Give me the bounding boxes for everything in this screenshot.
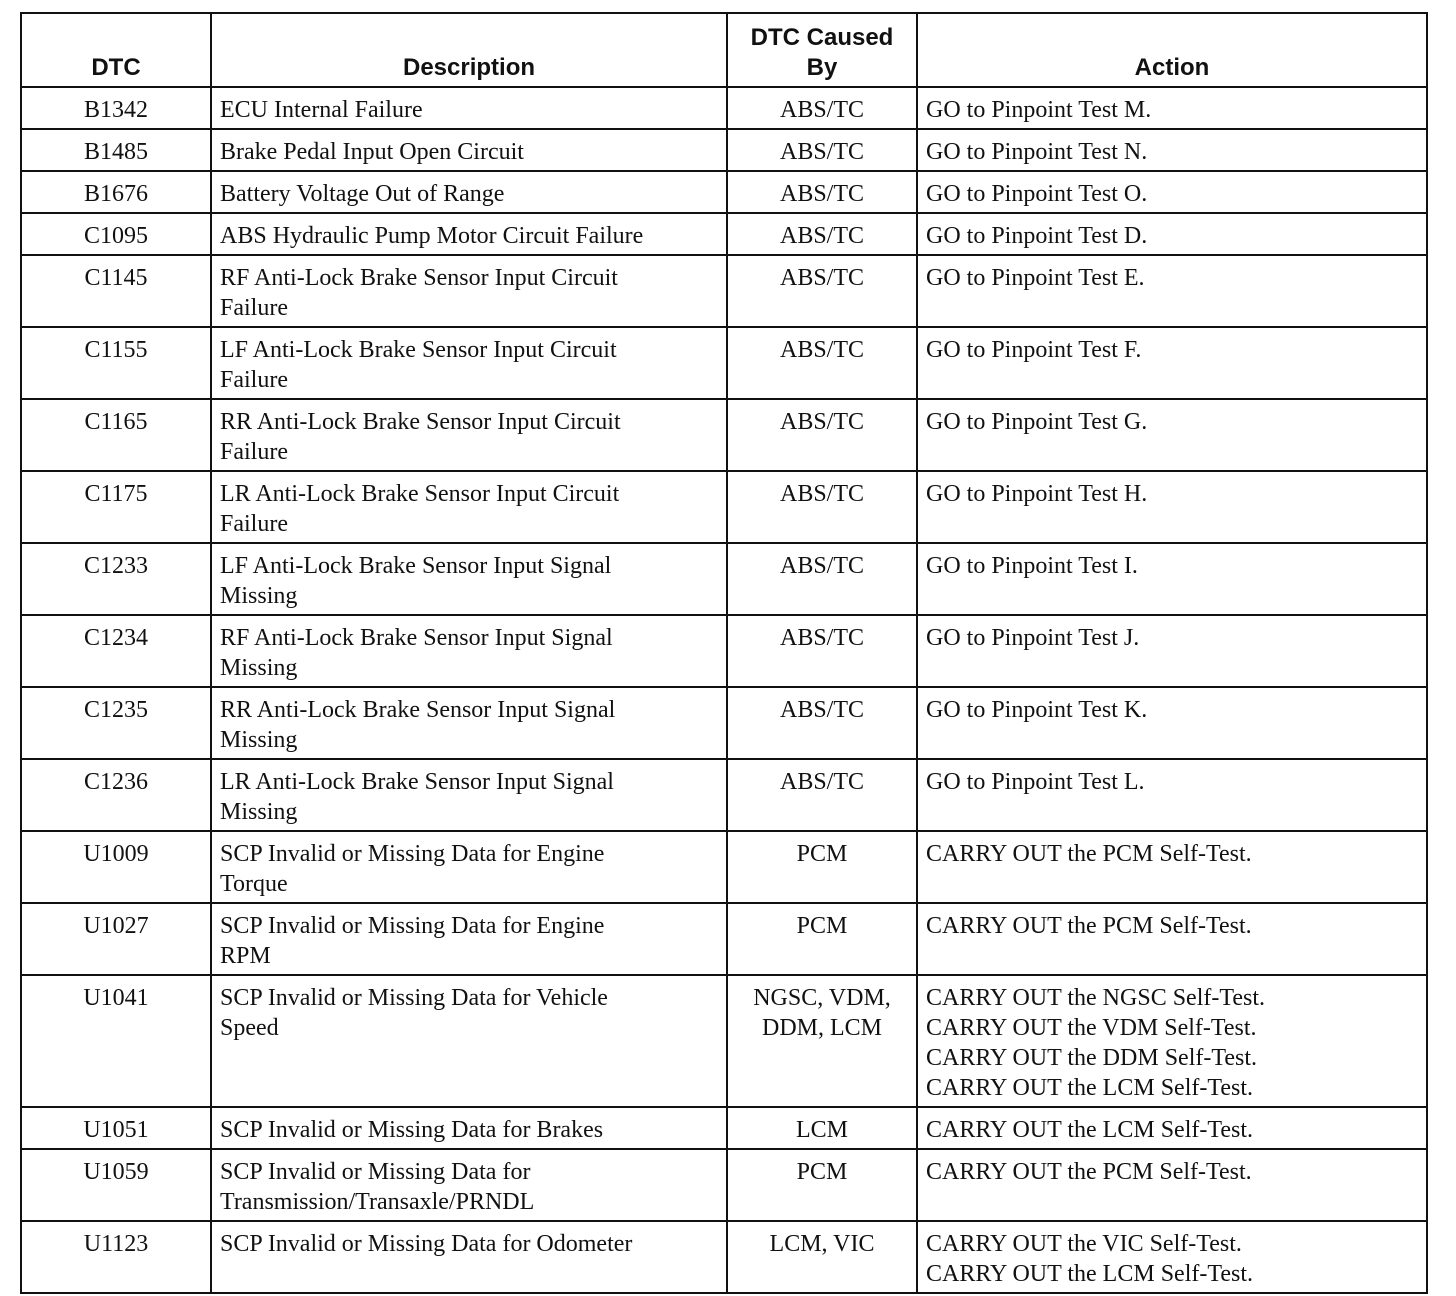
dtc-caused-by: ABS/TC <box>727 327 917 399</box>
table-row <box>21 1107 1427 1149</box>
dtc-action: GO to Pinpoint Test G. <box>917 399 1427 471</box>
dtc-caused-by: PCM <box>727 903 917 975</box>
dtc-action: GO to Pinpoint Test I. <box>917 543 1427 615</box>
table-row <box>21 327 1427 399</box>
dtc-code: C1095 <box>21 213 211 255</box>
dtc-caused-by: ABS/TC <box>727 471 917 543</box>
table-row <box>21 831 1427 903</box>
dtc-description: LR Anti-Lock Brake Sensor Input Circuit Failure <box>211 471 727 543</box>
table-row <box>21 471 1427 543</box>
dtc-caused-by: PCM <box>727 1149 917 1221</box>
dtc-caused-by: ABS/TC <box>727 687 917 759</box>
dtc-description: RR Anti-Lock Brake Sensor Input Signal Missing <box>211 687 727 759</box>
dtc-caused-by: ABS/TC <box>727 399 917 471</box>
table-row <box>21 903 1427 975</box>
dtc-description: RR Anti-Lock Brake Sensor Input Circuit Failure <box>211 399 727 471</box>
dtc-code: C1175 <box>21 471 211 543</box>
dtc-code: C1165 <box>21 399 211 471</box>
dtc-caused-by: LCM <box>727 1107 917 1149</box>
table-row <box>21 87 1427 129</box>
dtc-description: LF Anti-Lock Brake Sensor Input Signal Missing <box>211 543 727 615</box>
dtc-description: SCP Invalid or Missing Data for Transmission/Transaxle/PRNDL <box>211 1149 727 1221</box>
dtc-description: LR Anti-Lock Brake Sensor Input Signal Missing <box>211 759 727 831</box>
dtc-description: SCP Invalid or Missing Data for Vehicle Speed <box>211 975 727 1107</box>
dtc-description: SCP Invalid or Missing Data for Engine RPM <box>211 903 727 975</box>
dtc-code: B1485 <box>21 129 211 171</box>
header-caused-by: DTC Caused By <box>727 13 917 87</box>
dtc-action: CARRY OUT the PCM Self-Test. <box>917 1149 1427 1221</box>
dtc-action: GO to Pinpoint Test N. <box>917 129 1427 171</box>
dtc-description: SCP Invalid or Missing Data for Brakes <box>211 1107 727 1149</box>
dtc-action: GO to Pinpoint Test O. <box>917 171 1427 213</box>
table-row <box>21 687 1427 759</box>
header-dtc: DTC <box>21 13 211 87</box>
dtc-code: U1009 <box>21 831 211 903</box>
dtc-action: GO to Pinpoint Test J. <box>917 615 1427 687</box>
dtc-description: RF Anti-Lock Brake Sensor Input Signal Missing <box>211 615 727 687</box>
dtc-description: ECU Internal Failure <box>211 87 727 129</box>
dtc-code: U1041 <box>21 975 211 1107</box>
dtc-description: Brake Pedal Input Open Circuit <box>211 129 727 171</box>
dtc-action: GO to Pinpoint Test M. <box>917 87 1427 129</box>
table-row <box>21 171 1427 213</box>
table-row <box>21 543 1427 615</box>
table-row <box>21 129 1427 171</box>
dtc-action: CARRY OUT the VIC Self-Test. CARRY OUT the LCM Self-Test. <box>917 1221 1427 1293</box>
table-row <box>21 399 1427 471</box>
dtc-caused-by: ABS/TC <box>727 759 917 831</box>
dtc-description: RF Anti-Lock Brake Sensor Input Circuit Failure <box>211 255 727 327</box>
dtc-description: LF Anti-Lock Brake Sensor Input Circuit Failure <box>211 327 727 399</box>
dtc-code: C1234 <box>21 615 211 687</box>
dtc-action: GO to Pinpoint Test H. <box>917 471 1427 543</box>
dtc-caused-by: ABS/TC <box>727 615 917 687</box>
dtc-description: Battery Voltage Out of Range <box>211 171 727 213</box>
dtc-caused-by: ABS/TC <box>727 213 917 255</box>
dtc-action: GO to Pinpoint Test F. <box>917 327 1427 399</box>
table-row <box>21 213 1427 255</box>
dtc-action: CARRY OUT the LCM Self-Test. <box>917 1107 1427 1149</box>
dtc-caused-by: ABS/TC <box>727 129 917 171</box>
dtc-action: CARRY OUT the PCM Self-Test. <box>917 831 1427 903</box>
dtc-action: GO to Pinpoint Test D. <box>917 213 1427 255</box>
dtc-caused-by: ABS/TC <box>727 87 917 129</box>
dtc-code: C1155 <box>21 327 211 399</box>
dtc-caused-by: ABS/TC <box>727 255 917 327</box>
dtc-code: B1342 <box>21 87 211 129</box>
dtc-caused-by: PCM <box>727 831 917 903</box>
header-row <box>21 13 1427 87</box>
dtc-code: C1233 <box>21 543 211 615</box>
dtc-caused-by: ABS/TC <box>727 171 917 213</box>
table-row <box>21 615 1427 687</box>
dtc-description: SCP Invalid or Missing Data for Odometer <box>211 1221 727 1293</box>
dtc-code: C1236 <box>21 759 211 831</box>
dtc-description: SCP Invalid or Missing Data for Engine Torque <box>211 831 727 903</box>
dtc-code: C1235 <box>21 687 211 759</box>
table-row <box>21 759 1427 831</box>
dtc-description: ABS Hydraulic Pump Motor Circuit Failure <box>211 213 727 255</box>
dtc-action: GO to Pinpoint Test E. <box>917 255 1427 327</box>
dtc-caused-by: ABS/TC <box>727 543 917 615</box>
dtc-action: CARRY OUT the PCM Self-Test. <box>917 903 1427 975</box>
dtc-code: U1059 <box>21 1149 211 1221</box>
header-description: Description <box>211 13 727 87</box>
header-action: Action <box>917 13 1427 87</box>
dtc-action: CARRY OUT the NGSC Self-Test. CARRY OUT the VDM Self-Test. CARRY OUT the DDM Self-Test. CARRY OUT the LCM Self-Test. <box>917 975 1427 1107</box>
dtc-table <box>20 12 1428 1294</box>
dtc-action: GO to Pinpoint Test L. <box>917 759 1427 831</box>
dtc-caused-by: LCM, VIC <box>727 1221 917 1293</box>
dtc-caused-by: NGSC, VDM, DDM, LCM <box>727 975 917 1107</box>
dtc-code: U1051 <box>21 1107 211 1149</box>
table-row <box>21 975 1427 1107</box>
dtc-code: C1145 <box>21 255 211 327</box>
table-row <box>21 1149 1427 1221</box>
dtc-code: U1123 <box>21 1221 211 1293</box>
dtc-action: GO to Pinpoint Test K. <box>917 687 1427 759</box>
dtc-code: U1027 <box>21 903 211 975</box>
dtc-code: B1676 <box>21 171 211 213</box>
table-row <box>21 1221 1427 1293</box>
table-row <box>21 255 1427 327</box>
